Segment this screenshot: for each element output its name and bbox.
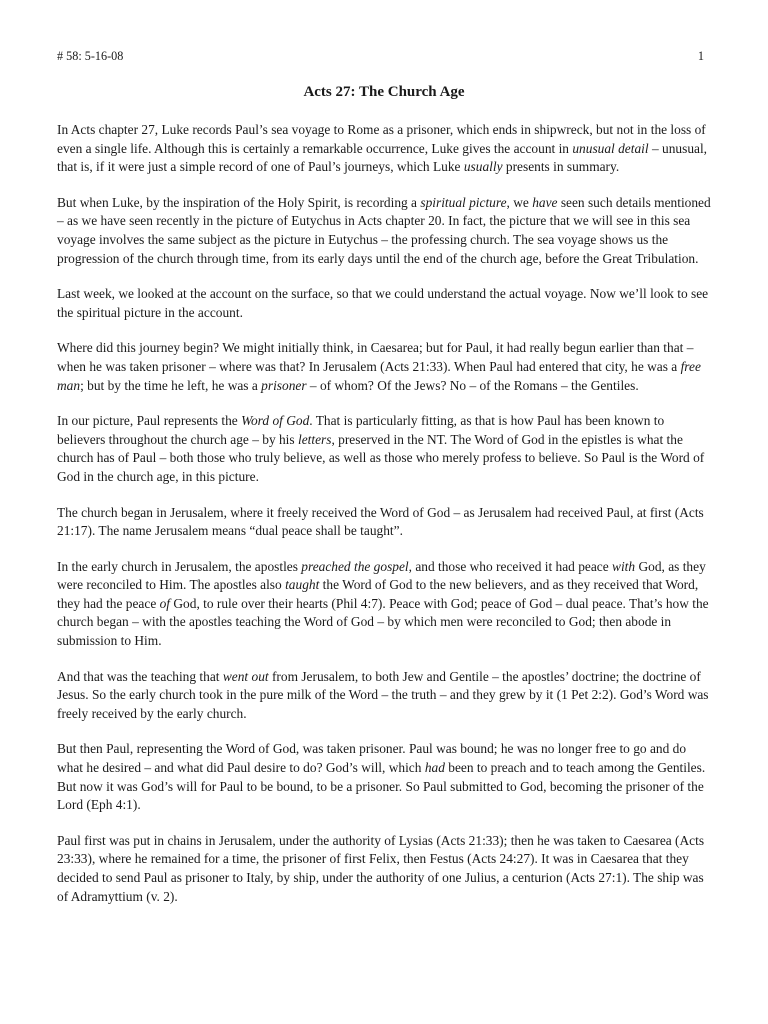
text-run: , preserved in the NT. The Word of God in the epistles is what the church has of Paul – both those who truly believe, as well as those who merely profess to believe. So Paul is the Word of God in the church age, in this picture. xyxy=(57,431,705,484)
paragraph xyxy=(57,194,712,268)
text-run: God, as they were reconciled to Him. The apostles also xyxy=(57,558,706,593)
document-body xyxy=(57,121,712,923)
emphasis-text: prisoner xyxy=(261,377,307,393)
text-run: In Acts chapter 27, Luke records Paul’s sea voyage to Rome as a prisoner, which ends in shipwreck, but not in the loss of even a single life. Although this is certainly a remarkable occurrence, Luke gives the account in xyxy=(57,122,706,156)
text-run: from Jerusalem, to both Jew and Gentile – the apostles’ doctrine; the doctrine of Jesus. So the early church took in the pure milk of the Word – the truth – and they grew by it (1 Pet 2:2). God’s Word was freely received by the early church. xyxy=(57,668,709,721)
text-run: And that was the teaching that xyxy=(57,668,223,684)
text-run: been to preach and to teach among the Gentiles. But now it was God’s will for Paul to be bound, to be a prisoner. So Paul submitted to God, becoming the prisoner of the Lord (Eph 4:1). xyxy=(57,760,706,813)
emphasis-text: usually xyxy=(463,159,503,175)
text-run: Paul first was put in chains in Jerusalem, under the authority of Lysias (Acts 21:33); then he was taken to Caesarea (Acts 23:33), where he remained for a time, the prisoner of first Felix, then Festus (Acts 24:27). It was in Caesarea that they decided to send Paul as prisoner to Italy, by ship, under the authority of one Julius, a centurion (Acts 27:1). The ship was of Adramyttium (v. 2). xyxy=(57,832,705,904)
text-run: , we xyxy=(506,194,533,210)
text-run: . That is particularly fitting, as that is how Paul has been known to believers throughout the church age – by his xyxy=(57,413,665,447)
paragraph xyxy=(57,121,712,177)
text-run: God, to rule over their hearts (Phil 4:7). Peace with God; peace of God – dual peace. That’s how the church began – with the apostles teaching the Word of God – by which men were reconciled to God; then abode in submission to Him. xyxy=(57,595,709,649)
text-run: ; but by the time he left, he was a xyxy=(80,377,262,393)
text-run: In the early church in Jerusalem, the apostles xyxy=(57,558,302,574)
document-id: # 58: 5-16-08 xyxy=(57,49,124,63)
text-run: seen such details mentioned – as we have seen recently in the picture of Eutychus in Acts chapter 20. In fact, the picture that we will see in this sea voyage involves the same subject as the picture in Eutychus – the professing church. The sea voyage shows us the progression of the church through time, from its early days until the end of the church age, before the Great Tribulation. xyxy=(57,194,711,266)
text-run: Where did this journey begin? We might initially think, in Caesarea; but for Paul, it had really begun earlier than that – when he was taken prisoner – where was that? In Jerusalem (Acts 21:33). When Paul had entered that city, he was a xyxy=(57,340,694,374)
text-run: – unusual, that is, if it were just a simple record of one of Paul’s journeys, which Luke xyxy=(57,140,708,175)
paragraph xyxy=(57,412,712,486)
text-run: In our picture, Paul represents the xyxy=(57,413,242,429)
text-run: But when Luke, by the inspiration of the Holy Spirit, is recording a xyxy=(57,194,421,210)
emphasis-text: taught xyxy=(285,577,320,593)
text-run: the Word of God to the new believers, and as they received that Word, they had the peace xyxy=(57,577,699,611)
paragraph xyxy=(57,558,712,651)
page-number: 1 xyxy=(697,49,704,63)
text-run: Last week, we looked at the account on the surface, so that we could understand the actual voyage. Now we’ll look to see the spiritual picture in the account. xyxy=(57,286,709,320)
emphasis-text: had xyxy=(424,760,445,776)
emphasis-text: unusual detail xyxy=(572,140,649,156)
paragraph xyxy=(57,832,712,906)
text-run: , and those who received it had peace xyxy=(408,558,613,574)
emphasis-text: Word of God xyxy=(241,413,310,429)
emphasis-text: with xyxy=(612,558,636,574)
document-title: Acts 27: The Church Age xyxy=(303,84,465,100)
text-run: But then Paul, representing the Word of God, was taken prisoner. Paul was bound; he was no longer free to go and do what he desired – and what did Paul desire to do? God’s will, which xyxy=(57,741,687,776)
paragraph xyxy=(57,504,712,541)
emphasis-text: of xyxy=(159,595,171,611)
paragraph xyxy=(57,285,712,322)
text-run: – of whom? Of the Jews? No – of the Romans – the Gentiles. xyxy=(306,377,639,393)
paragraph xyxy=(57,740,712,814)
paragraph xyxy=(57,668,712,724)
emphasis-text: letters xyxy=(297,431,332,447)
text-run: The church began in Jerusalem, where it freely received the Word of God – as Jerusalem had received Paul, at first (Acts 21:17). The name Jerusalem means “dual peace shall be taught”. xyxy=(57,504,704,539)
emphasis-text: free man xyxy=(57,358,701,393)
paragraph xyxy=(57,339,712,395)
emphasis-text: went out xyxy=(222,668,269,684)
emphasis-text: have xyxy=(532,194,558,210)
text-run: presents in summary. xyxy=(502,159,620,175)
emphasis-text: preached the gospel xyxy=(301,558,409,574)
emphasis-text: spiritual picture xyxy=(420,194,507,210)
